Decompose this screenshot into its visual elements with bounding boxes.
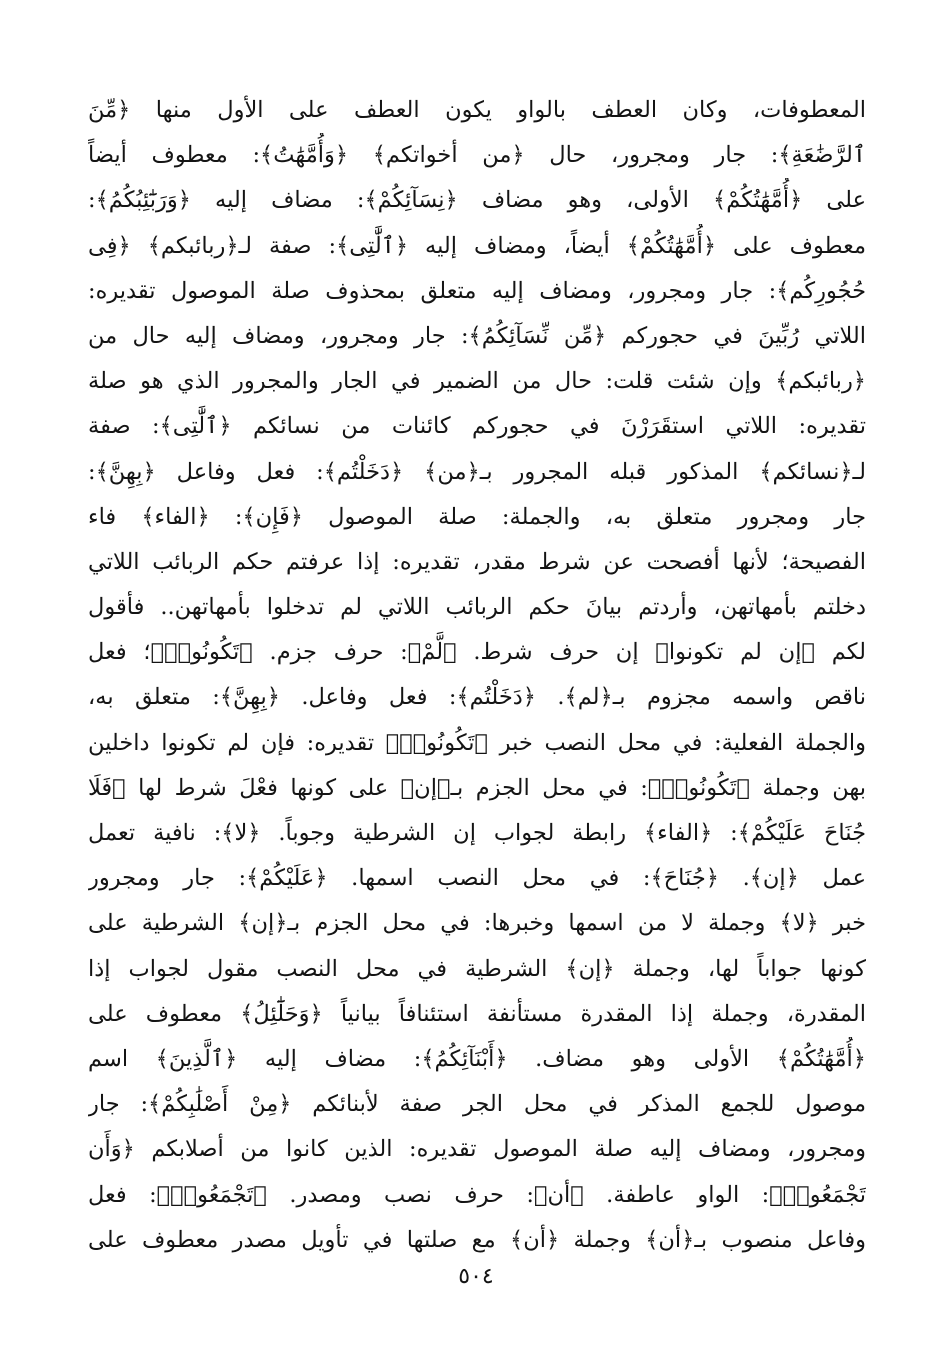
page-number: ٥٠٤	[458, 1264, 494, 1289]
text-line: كونها جواباً لها، وجملة ﴿إن﴾ الشرطية في محل النصب مقول لجواب إذا	[88, 955, 866, 982]
text-line: جار ومجرور متعلق به، والجملة: صلة الموصول ﴿فَإِن﴾: ﴿الفاء﴾ فاء	[88, 503, 866, 530]
text-line: معطوف على ﴿أُمَّهَٰتُكُمْ﴾ أيضاً، ومضاف إليه ﴿ٱلَّٰتِى﴾: صفة لـ﴿ربائبكم﴾ ﴿فِى	[88, 232, 866, 259]
text-line: ومجرور، ومضاف إليه صلة الموصول تقديره: الذين كانوا من أصلابكم ﴿وَأَن	[88, 1136, 866, 1163]
text-line: بهن وجملة ﴿تَكُونُوا۟﴾: في محل الجزم بـ﴿إن﴾ على كونها فعْلَ شرط لها ﴿فَلَا	[88, 774, 866, 801]
text-line: ناقص واسمه مجزوم بـ﴿لم﴾. ﴿دَخَلْتُم﴾: فعل وفاعل. ﴿بِهِنَّ﴾: متعلق به،	[88, 684, 866, 711]
text-line: موصول للجمع المذكر في محل الجر صفة لأبنائكم ﴿مِنْ أَصْلَٰبِكُمْ﴾: جار	[88, 1091, 866, 1118]
text-line: تقديره: اللاتي استقَرَرْنَ في حجوركم كائنات من نسائكم ﴿ٱلَّٰتِى﴾: صفة	[88, 413, 866, 440]
text-line: تَجْمَعُوا۟﴾: الواو عاطفة. ﴿أن﴾: حرف نصب ومصدر. ﴿تَجْمَعُوا۟﴾: فعل	[88, 1181, 866, 1208]
text-line: جُنَاحَ عَلَيْكُمْ﴾: ﴿الفاء﴾ رابطة لجواب إن الشرطية وجوباً. ﴿لا﴾: نافية تعمل	[88, 820, 866, 846]
text-line: ﴿ربائبكم﴾ وإن شئت قلت: حال من الضمير في الجار والمجرور الذي هو صلة	[88, 368, 866, 395]
text-line: ٱلرَّضَٰعَةِ﴾: جار ومجرور، حال ﴿من أخواتكم﴾ ﴿وَأُمَّهَٰتُ﴾: معطوف أيضاً	[88, 142, 866, 169]
text-line: ﴿أُمَّهَٰتُكُمْ﴾ الأولى وهو مضاف. ﴿أَبْنَآئِكُمُ﴾: مضاف إليه ﴿ٱلَّذِينَ﴾ اسم	[88, 1045, 866, 1072]
text-line: حُجُورِكُم﴾: جار ومجرور، ومضاف إليه متعلق بمحذوف صلة الموصول تقديره:	[88, 277, 866, 304]
text-line: اللاتي رُبِّينَ في حجوركم ﴿مِّن نِّسَآئِكُمُ﴾: جار ومجرور، ومضاف إليه حال من	[88, 322, 866, 349]
text-line: المقدرة، وجملة إذا المقدرة مستأنفة استئنافاً بيانياً ﴿وَحَلَٰٓئِلُ﴾ معطوف على	[88, 1000, 866, 1027]
text-line: دخلتم بأمهاتهن، وأردتم بيانَ حكم الربائب اللاتي لم تدخلوا بأمهاتهن.. فأقول	[88, 594, 866, 621]
text-line: خبر ﴿لا﴾ وجملة لا من اسمها وخبرها: في محل الجزم بـ﴿إن﴾ الشرطية على	[88, 910, 866, 937]
text-line: وفاعل منصوب بـ﴿أن﴾ وجملة ﴿أن﴾ مع صلتها في تأويل مصدر معطوف على	[88, 1226, 866, 1253]
text-line: لكم ﴿إن لم تكونوا﴾ إن حرف شرط. ﴿لَّمْ﴾: حرف جزم. ﴿تَكُونُوا۟﴾؛ فعل	[88, 639, 866, 666]
text-line: والجملة الفعلية: في محل النصب خبر ﴿تَكُونُوا۟﴾ تقديره: فإن لم تكونوا داخلين	[88, 729, 866, 756]
page-body	[88, 88, 866, 1263]
text-line: لـ﴿نسائكم﴾ المذكور قبله المجرور بـ﴿من﴾ ﴿دَخَلْتُم﴾: فعل وفاعل ﴿بِهِنَّ﴾:	[88, 458, 866, 485]
text-line: المعطوفات، وكان العطف بالواو يكون العطف على الأول منها ﴿مِّنَ	[88, 97, 866, 123]
text-line: الفصيحة؛ لأنها أفصحت عن شرط مقدر، تقديره: إذا عرفتم حكم الربائب اللاتي	[88, 548, 866, 575]
text-line: على ﴿أُمَّهَٰتُكُمْ﴾ الأولى، وهو مضاف ﴿نِسَآئِكُمْ﴾: مضاف إليه ﴿وَرَبَٰٓئِبُكُمُ﴾:	[88, 187, 866, 214]
text-line: عمل ﴿إن﴾. ﴿جُنَاحَ﴾: في محل النصب اسمها. ﴿عَلَيْكُمْ﴾: جار ومجرور	[88, 865, 866, 892]
